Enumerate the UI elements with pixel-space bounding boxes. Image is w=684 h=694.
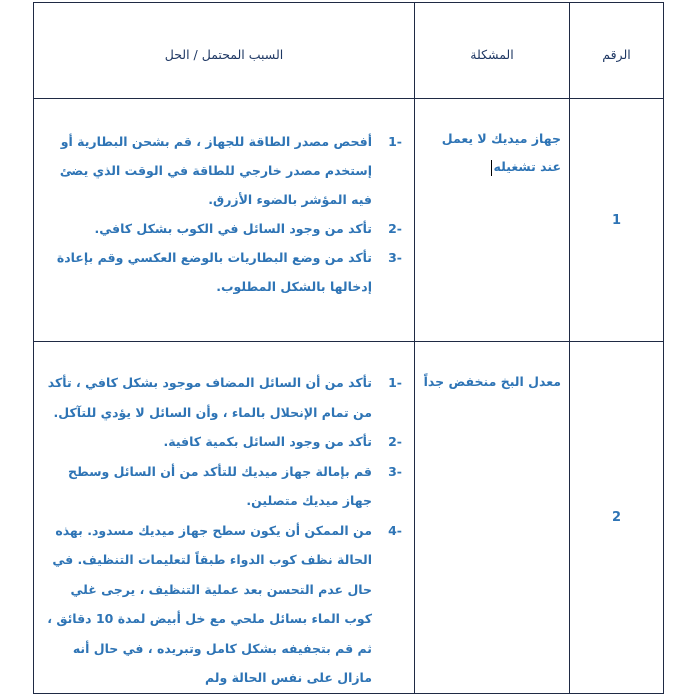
list-item — [42, 516, 402, 693]
step-text: أفحص مصدر الطاقة للجهاز ، قم بشحن البطارية أو إستخدم مصدر خارجي للطاقة في الوقت الذي يضئ فيه المؤشر بالضوء الأزرق. — [59, 134, 372, 207]
troubleshooting-table — [33, 2, 664, 694]
step-number: -3 — [388, 250, 402, 265]
header-number: الرقم — [570, 3, 664, 99]
step-number: -4 — [388, 522, 402, 538]
step-number: -2 — [388, 221, 402, 236]
step-text: تأكد من أن السائل المضاف موجود بشكل كافي ، تأكد من تمام الإنحلال بالماء ، وأن السائل لا يؤدي للتآكل. — [47, 375, 372, 420]
step-text: تأكد من وجود السائل في الكوب بشكل كافي. — [94, 221, 372, 236]
table-row — [34, 99, 664, 342]
list-item — [42, 127, 402, 214]
step-number: -3 — [388, 463, 402, 479]
row-solutions — [34, 99, 415, 342]
text-cursor — [491, 160, 492, 176]
row-problem: معدل البخ منخفض جداً — [415, 342, 570, 694]
list-item — [42, 427, 402, 457]
problem-text: جهاز ميديك لا يعمل عند تشغيله — [441, 131, 561, 174]
header-problem: المشكلة — [415, 3, 570, 99]
step-number: -1 — [388, 375, 402, 390]
list-item — [42, 368, 402, 427]
step-number: -2 — [388, 434, 402, 449]
list-item — [42, 214, 402, 243]
step-text: قم بإمالة جهاز ميديك للتأكد من أن السائل وسطح جهاز ميديك متصلين. — [68, 463, 372, 508]
row-solutions — [34, 342, 415, 694]
list-item — [42, 457, 402, 516]
step-text: تأكد من وجود السائل بكمية كافية. — [163, 434, 372, 449]
row-problem — [415, 99, 570, 342]
step-number: -1 — [388, 134, 402, 149]
row-number: 1 — [570, 99, 664, 342]
row-number: 2 — [570, 342, 664, 694]
list-item — [42, 243, 402, 301]
header-cause: السبب المحتمل / الحل — [34, 3, 415, 99]
step-text: تأكد من وضع البطاريات بالوضع العكسي وقم بإعادة إدخالها بالشكل المطلوب. — [56, 250, 372, 294]
header-row — [34, 3, 664, 99]
step-text: من الممكن أن يكون سطح جهاز ميديك مسدود. بهذه الحالة نظف كوب الدواء طبقاً لتعليمات التنظيف. في حال عدم التحسن بعد عملية التنظيف ، يرجى غلي كوب الماء بسائل ملحي مع خل أبيض لمدة 10 دقائق ، ثم قم بتجفيفه بشكل كامل وتبريده ، في حال أنه مازال على نفس الحالة ولم — [47, 522, 372, 685]
table-row — [34, 342, 664, 694]
